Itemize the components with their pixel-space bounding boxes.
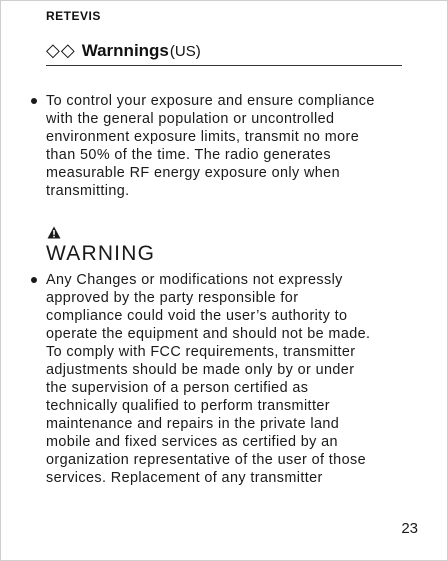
text-line: services. Replacement of any transmitter: [46, 470, 323, 486]
text-line: To comply with FCC requirements, transmitter: [46, 344, 356, 360]
text-line: organization representative of the user of those: [46, 452, 366, 468]
text-line: mobile and fixed services as certified by an: [46, 434, 338, 450]
exposure-paragraph: [46, 92, 426, 200]
diamond-icons: ◇◇: [46, 40, 76, 60]
text-line: maintenance and repairs in the private land: [46, 416, 340, 432]
text-line: than 50% of the time. The radio generates: [46, 147, 331, 163]
bullet-icon: [31, 98, 37, 104]
warning-heading: WARNING: [46, 242, 156, 265]
text-line: the supervision of a person certified as: [46, 380, 309, 396]
page-title-region: (US): [169, 43, 201, 60]
text-line: transmitting.: [46, 183, 130, 199]
bullet-icon: [31, 277, 37, 283]
text-line: environment exposure limits, transmit no more: [46, 129, 360, 145]
text-line: approved by the party responsible for: [46, 290, 299, 306]
text-line: Any Changes or modifications not expressly: [46, 272, 343, 288]
page-number: 23: [401, 520, 418, 537]
text-line: compliance could void the user’s authority to: [46, 308, 348, 324]
text-line: technically qualified to perform transmitter: [46, 398, 330, 414]
section-title: [46, 40, 402, 61]
text-line: operate the equipment and should not be made.: [46, 326, 371, 342]
text-line: measurable RF energy exposure only when: [46, 165, 340, 181]
title-underline: [46, 65, 402, 66]
warning-triangle-icon: [47, 226, 61, 239]
text-line: with the general population or uncontrolled: [46, 111, 335, 127]
text-line: To control your exposure and ensure compliance: [46, 93, 375, 109]
text-line: adjustments should be made only by or under: [46, 362, 355, 378]
brand-logo: RETEVIS: [46, 9, 101, 23]
page-title: Warnnings: [81, 41, 169, 60]
modifications-paragraph: [46, 271, 426, 487]
